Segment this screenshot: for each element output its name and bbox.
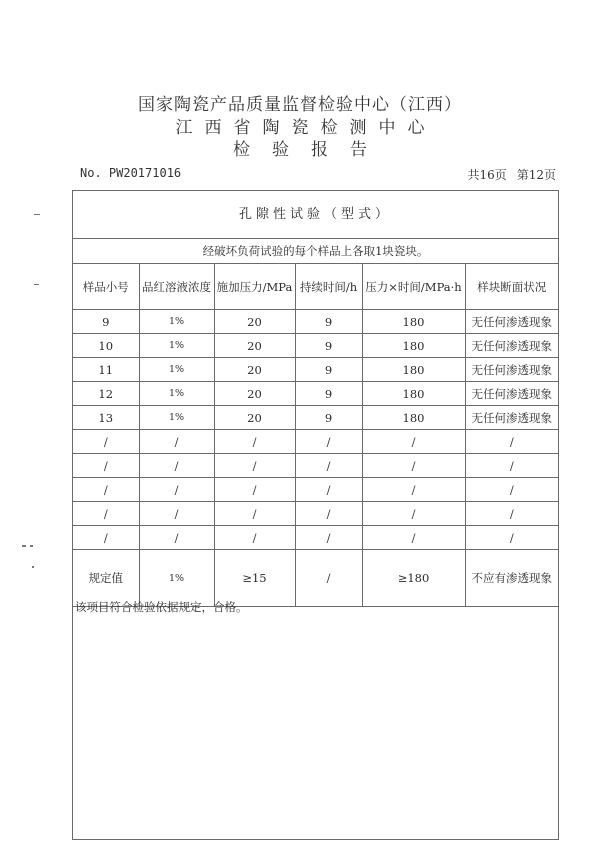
cell-concentration: 1% <box>139 310 214 334</box>
scan-mark <box>34 214 40 215</box>
cell-pressure-time: 180 <box>362 334 465 358</box>
cell-empty: / <box>362 526 465 550</box>
results-table <box>73 264 558 607</box>
cell-concentration: 1% <box>139 358 214 382</box>
cell-pressure-time: 180 <box>362 358 465 382</box>
cell-empty: / <box>295 454 362 478</box>
table-row <box>73 406 558 430</box>
cell-empty: / <box>214 502 295 526</box>
cell-condition: 无任何渗透现象 <box>465 310 558 334</box>
cell-empty: / <box>295 526 362 550</box>
cell-empty: / <box>362 454 465 478</box>
cell-empty: / <box>295 502 362 526</box>
cell-empty: / <box>139 454 214 478</box>
table-row <box>73 382 558 406</box>
table-row-empty <box>73 478 558 502</box>
cell-empty: / <box>214 526 295 550</box>
test-title: 孔隙性试验（型式） <box>73 191 558 239</box>
cell-condition: 无任何渗透现象 <box>465 406 558 430</box>
table-row-empty <box>73 526 558 550</box>
scan-mark <box>22 545 26 547</box>
cell-empty: / <box>73 430 139 454</box>
col-dye-concentration: 品红溶液浓度 <box>139 264 214 310</box>
report-number: No. PW20171016 <box>80 166 182 180</box>
cell-sample-no: 13 <box>73 406 139 430</box>
page-count <box>457 166 556 183</box>
cell-empty: / <box>362 502 465 526</box>
cell-condition: 无任何渗透现象 <box>465 358 558 382</box>
col-sample-no: 样品小号 <box>73 264 139 310</box>
cell-duration: 9 <box>295 334 362 358</box>
cell-sample-no: 10 <box>73 334 139 358</box>
cell-empty: / <box>73 526 139 550</box>
cell-pressure: 20 <box>214 334 295 358</box>
spec-row <box>73 550 558 607</box>
cell-sample-no: 9 <box>73 310 139 334</box>
cell-concentration: 1% <box>139 406 214 430</box>
cell-concentration: 1% <box>139 382 214 406</box>
cell-empty: / <box>465 526 558 550</box>
spec-condition: 不应有渗透现象 <box>465 550 558 607</box>
cell-pressure: 20 <box>214 406 295 430</box>
cell-empty: / <box>73 478 139 502</box>
cell-empty: / <box>465 478 558 502</box>
cell-pressure: 20 <box>214 382 295 406</box>
current-page: 第12页 <box>516 168 556 182</box>
cell-empty: / <box>465 454 558 478</box>
cell-empty: / <box>139 478 214 502</box>
table-header-row <box>73 264 558 310</box>
table-row <box>73 358 558 382</box>
total-pages: 共16页 <box>467 168 507 182</box>
cell-empty: / <box>295 430 362 454</box>
cell-empty: / <box>362 430 465 454</box>
cell-pressure-time: 180 <box>362 406 465 430</box>
cell-empty: / <box>139 430 214 454</box>
cell-concentration: 1% <box>139 334 214 358</box>
table-row-empty <box>73 430 558 454</box>
sample-note: 经破坏负荷试验的每个样品上各取1块瓷块。 <box>73 239 558 264</box>
cell-empty: / <box>465 502 558 526</box>
col-pressure-time: 压力×时间/MPa·h <box>362 264 465 310</box>
scan-mark <box>30 545 33 547</box>
report-title: 检验报告 <box>233 140 389 160</box>
cell-empty: / <box>73 454 139 478</box>
scan-mark <box>34 284 39 285</box>
table-row <box>73 334 558 358</box>
scan-mark <box>32 566 34 568</box>
spec-concentration: 1% <box>139 550 214 607</box>
cell-empty: / <box>214 430 295 454</box>
spec-duration: / <box>295 550 362 607</box>
cell-sample-no: 12 <box>73 382 139 406</box>
cell-duration: 9 <box>295 310 362 334</box>
spec-pressure-time: ≥180 <box>362 550 465 607</box>
cell-pressure: 20 <box>214 310 295 334</box>
table-row-empty <box>73 502 558 526</box>
cell-empty: / <box>139 502 214 526</box>
table-row-empty <box>73 454 558 478</box>
col-applied-pressure: 施加压力/MPa <box>214 264 295 310</box>
cell-empty: / <box>465 430 558 454</box>
col-section-condition: 样块断面状况 <box>465 264 558 310</box>
col-duration: 持续时间/h <box>295 264 362 310</box>
cell-sample-no: 11 <box>73 358 139 382</box>
header-center-name: 国家陶瓷产品质量监督检验中心（江西） <box>138 95 462 115</box>
cell-empty: / <box>214 454 295 478</box>
cell-pressure: 20 <box>214 358 295 382</box>
cell-pressure-time: 180 <box>362 382 465 406</box>
report-frame <box>72 190 559 840</box>
spec-label: 规定值 <box>73 550 139 607</box>
spec-pressure: ≥15 <box>214 550 295 607</box>
cell-empty: / <box>214 478 295 502</box>
cell-duration: 9 <box>295 382 362 406</box>
cell-condition: 无任何渗透现象 <box>465 334 558 358</box>
cell-empty: / <box>295 478 362 502</box>
header-center-subname: 江西省陶瓷检测中心 <box>175 118 437 138</box>
cell-pressure-time: 180 <box>362 310 465 334</box>
cell-empty: / <box>73 502 139 526</box>
cell-condition: 无任何渗透现象 <box>465 382 558 406</box>
cell-empty: / <box>362 478 465 502</box>
cell-empty: / <box>139 526 214 550</box>
cell-duration: 9 <box>295 358 362 382</box>
conclusion: 该项目符合检验依据规定，合格。 <box>75 600 248 614</box>
table-row <box>73 310 558 334</box>
cell-duration: 9 <box>295 406 362 430</box>
